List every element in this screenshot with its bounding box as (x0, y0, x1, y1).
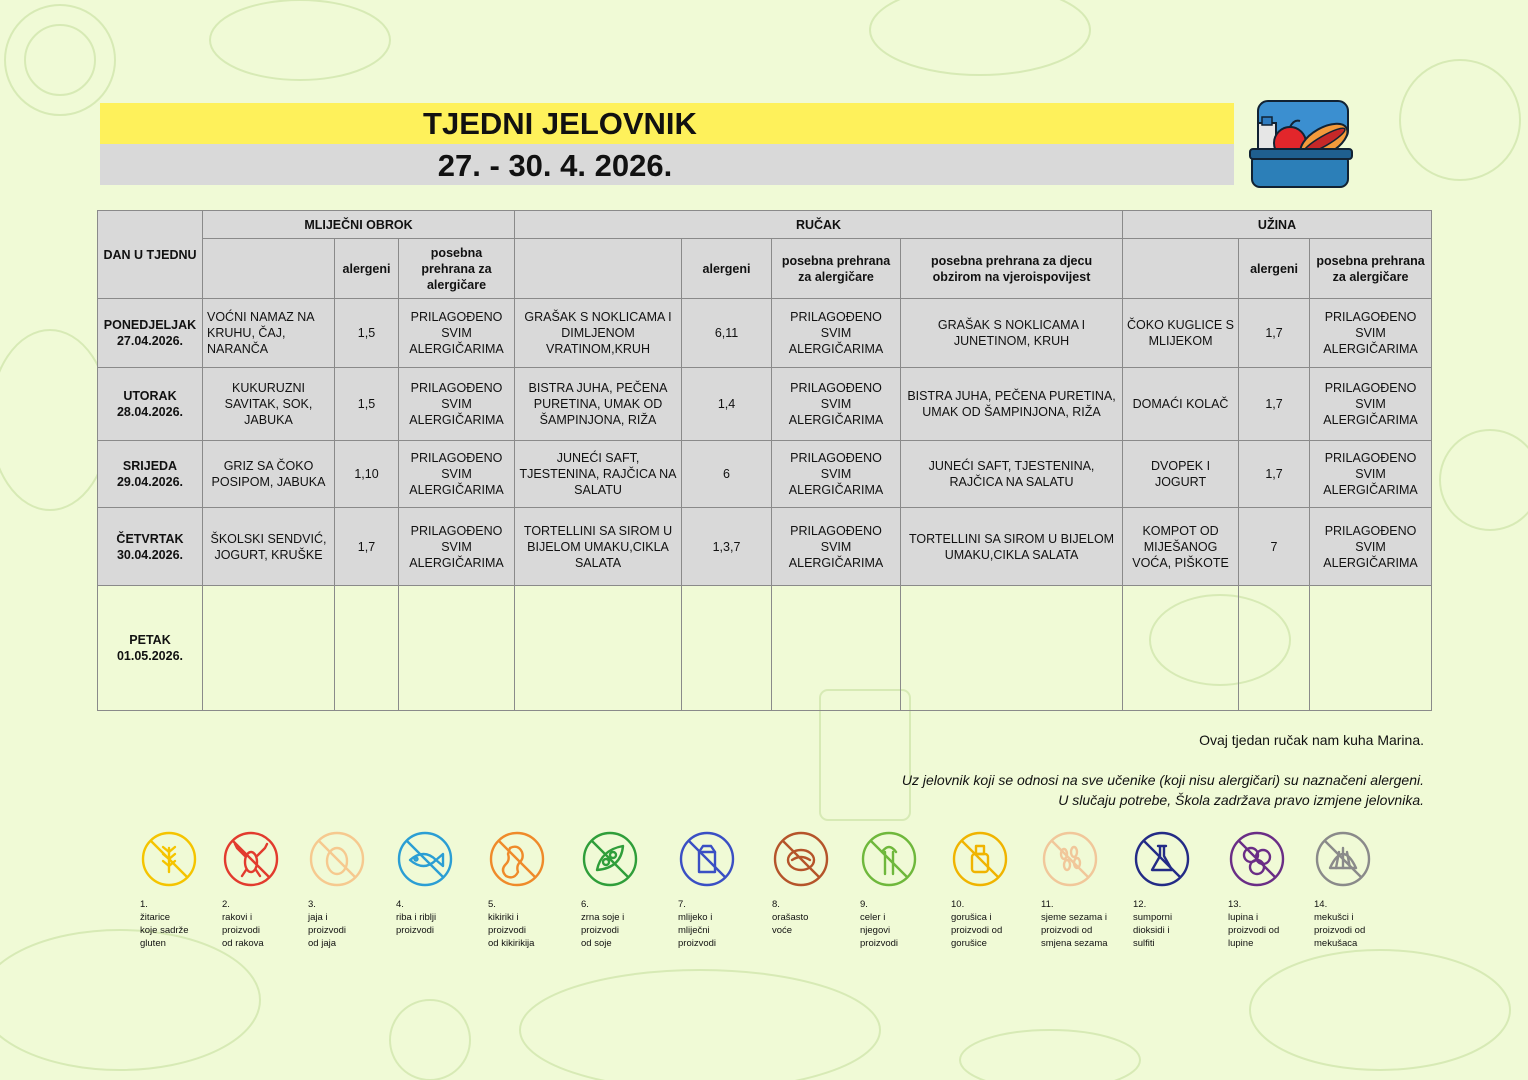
allergen-number: 3. (308, 899, 316, 910)
lunch-special-cell: PRILAGOĐENO SVIM ALERGIČARIMA (772, 368, 901, 441)
allergen-item (951, 830, 1041, 950)
allergen-label: orašasto voće (772, 912, 809, 936)
snack-cell: DVOPEK I JOGURT (1123, 441, 1239, 508)
allergen-number: 5. (488, 899, 496, 910)
allergen-number: 14. (1314, 899, 1328, 910)
milk-meal-header (203, 239, 335, 299)
lunch-allergens-cell: 1,4 (682, 368, 772, 441)
allergen-number: 4. (396, 899, 404, 910)
allergen-number: 9. (860, 899, 868, 910)
allergen-item (140, 830, 230, 950)
lunch-special-header: posebna prehrana za alergičare (772, 239, 901, 299)
allergen-label: celer i njegovi proizvodi (860, 912, 899, 949)
allergen-item (1314, 830, 1404, 950)
lunch-religion-cell: GRAŠAK S NOKLICAMA I JUNETINOM, KRUH (901, 299, 1123, 368)
fish-icon (396, 830, 454, 888)
group-snack: UŽINA (1123, 211, 1432, 239)
snack-cell: KOMPOT OD MIJEŠANOG VOĆA, PIŠKOTE (1123, 508, 1239, 586)
allergen-item (488, 830, 578, 950)
allergen-item (678, 830, 768, 950)
milk-allergens-cell: 1,7 (335, 508, 399, 586)
lunch-religion-cell: TORTELLINI SA SIROM U BIJELOM UMAKU,CIKLA SALATA (901, 508, 1123, 586)
page-title: TJEDNI JELOVNIK (423, 106, 697, 141)
date-range: 27. - 30. 4. 2026. (437, 148, 673, 183)
allergen-item (772, 830, 862, 937)
wheat-icon (140, 830, 198, 888)
allergen-label: gorušica i proizvodi od gorušice (951, 912, 1003, 949)
table-row-empty (98, 586, 1432, 711)
lobster-icon (222, 830, 280, 888)
lunch-special-cell: PRILAGOĐENO SVIM ALERGIČARIMA (772, 441, 901, 508)
snack-special-cell: PRILAGOĐENO SVIM ALERGIČARIMA (1310, 441, 1432, 508)
day-cell: UTORAK 28.04.2026. (98, 368, 203, 441)
day-cell: SRIJEDA 29.04.2026. (98, 441, 203, 508)
snack-allergens-cell: 1,7 (1239, 368, 1310, 441)
snack-special-cell: PRILAGOĐENO SVIM ALERGIČARIMA (1310, 368, 1432, 441)
allergen-label: sjeme sezama i proizvodi od smjena sezama (1041, 912, 1108, 949)
allergen-number: 6. (581, 899, 589, 910)
milk-special-cell: PRILAGOĐENO SVIM ALERGIČARIMA (399, 441, 515, 508)
allergen-item (308, 830, 398, 950)
mustard-icon (951, 830, 1009, 888)
snack-cell: ČOKO KUGLICE S MLIJEKOM (1123, 299, 1239, 368)
peanut-icon (488, 830, 546, 888)
milk-meal-cell: ŠKOLSKI SENDVIĆ, JOGURT, KRUŠKE (203, 508, 335, 586)
milk-meal-cell: GRIZ SA ČOKO POSIPOM, JABUKA (203, 441, 335, 508)
sulfite-icon (1133, 830, 1191, 888)
allergen-label: žitarice koje sadrže gluten (140, 912, 189, 949)
allergen-number: 13. (1228, 899, 1242, 910)
milk-allergens-cell: 1,5 (335, 368, 399, 441)
egg-icon (308, 830, 366, 888)
lunch-cell: BISTRA JUHA, PEČENA PURETINA, UMAK OD ŠAMPINJONA, RIŽA (515, 368, 682, 441)
snack-special-cell: PRILAGOĐENO SVIM ALERGIČARIMA (1310, 508, 1432, 586)
allergen-item (1041, 830, 1131, 950)
lunch-special-cell: PRILAGOĐENO SVIM ALERGIČARIMA (772, 508, 901, 586)
day-cell: PONEDJELJAK 27.04.2026. (98, 299, 203, 368)
milk-special-header: posebna prehrana za alergičare (399, 239, 515, 299)
allergen-item (1133, 830, 1223, 950)
table-row (98, 299, 1432, 368)
milk-special-cell: PRILAGOĐENO SVIM ALERGIČARIMA (399, 508, 515, 586)
milk-icon (678, 830, 736, 888)
lunch-cell: GRAŠAK S NOKLICAMA I DIMLJENOM VRATINOM,KRUH (515, 299, 682, 368)
allergen-item (1228, 830, 1318, 950)
snack-header (1123, 239, 1239, 299)
allergen-item (860, 830, 950, 950)
allergen-label: rakovi i proizvodi od rakova (222, 912, 264, 949)
milk-special-cell: PRILAGOĐENO SVIM ALERGIČARIMA (399, 299, 515, 368)
allergen-label: sumporni dioksidi i sulfiti (1133, 912, 1173, 949)
lunch-religion-header: posebna prehrana za djecu obzirom na vjeroispovijest (901, 239, 1123, 299)
allergen-number: 12. (1133, 899, 1147, 910)
allergen-note: Uz jelovnik koji se odnosi na sve učenike (koji nisu alergičari) su naznačeni alergeni. U slučaju potrebe, Škola zadržava pravo izmjene jelovnika. (901, 772, 1424, 808)
sesame-icon (1041, 830, 1099, 888)
lunch-allergens-cell: 6,11 (682, 299, 772, 368)
snack-special-header: posebna prehrana za alergičare (1310, 239, 1432, 299)
menu-table (97, 210, 1432, 711)
table-row (98, 368, 1432, 441)
milk-allergens-cell: 1,5 (335, 299, 399, 368)
lunch-religion-cell: BISTRA JUHA, PEČENA PURETINA, UMAK OD ŠAMPINJONA, RIŽA (901, 368, 1123, 441)
soy-icon (581, 830, 639, 888)
allergen-label: kikiriki i proizvodi od kikirikija (488, 912, 535, 949)
milk-special-cell: PRILAGOĐENO SVIM ALERGIČARIMA (399, 368, 515, 441)
lunchbox-icon (1244, 97, 1358, 191)
day-header: DAN U TJEDNU (98, 211, 203, 299)
allergen-number: 10. (951, 899, 965, 910)
allergen-label: riba i riblji proizvodi (396, 912, 437, 936)
allergen-item (396, 830, 486, 937)
allergen-number: 2. (222, 899, 230, 910)
title-band (100, 103, 1234, 144)
milk-allergens-cell: 1,10 (335, 441, 399, 508)
allergen-item (581, 830, 671, 950)
date-band (100, 144, 1234, 185)
lunch-header (515, 239, 682, 299)
allergen-number: 7. (678, 899, 686, 910)
milk-meal-cell: VOĆNI NAMAZ NA KRUHU, ČAJ, NARANČA (203, 299, 335, 368)
lunch-allergens-cell: 1,3,7 (682, 508, 772, 586)
allergen-number: 1. (140, 899, 148, 910)
lunch-special-cell: PRILAGOĐENO SVIM ALERGIČARIMA (772, 299, 901, 368)
allergen-label: mekušci i proizvodi od mekušaca (1314, 912, 1366, 949)
allergen-number: 11. (1041, 899, 1054, 910)
allergen-label: zrna soje i proizvodi od soje (581, 912, 625, 949)
snack-cell: DOMAĆI KOLAČ (1123, 368, 1239, 441)
day-cell: PETAK 01.05.2026. (98, 586, 203, 711)
group-milk-meal: MLIJEČNI OBROK (203, 211, 515, 239)
table-row (98, 508, 1432, 586)
allergen-number: 8. (772, 899, 780, 910)
cook-note: Ovaj tjedan ručak nam kuha Marina. (1199, 732, 1424, 748)
lupin-icon (1228, 830, 1286, 888)
snack-allergens-cell: 7 (1239, 508, 1310, 586)
nut-icon (772, 830, 830, 888)
milk-meal-cell: KUKURUZNI SAVITAK, SOK, JABUKA (203, 368, 335, 441)
mollusc-icon (1314, 830, 1372, 888)
lunch-allergens-header: alergeni (682, 239, 772, 299)
snack-special-cell: PRILAGOĐENO SVIM ALERGIČARIMA (1310, 299, 1432, 368)
celery-icon (860, 830, 918, 888)
allergen-label: jaja i proizvodi od jaja (308, 912, 347, 949)
snack-allergens-cell: 1,7 (1239, 441, 1310, 508)
lunch-cell: JUNEĆI SAFT, TJESTENINA, RAJČICA NA SALATU (515, 441, 682, 508)
snack-allergens-header: alergeni (1239, 239, 1310, 299)
lunch-cell: TORTELLINI SA SIROM U BIJELOM UMAKU,CIKLA SALATA (515, 508, 682, 586)
table-row (98, 441, 1432, 508)
allergen-legend (0, 830, 1528, 960)
milk-allergens-header: alergeni (335, 239, 399, 299)
allergen-item (222, 830, 312, 950)
lunch-religion-cell: JUNEĆI SAFT, TJESTENINA, RAJČICA NA SALATU (901, 441, 1123, 508)
group-lunch: RUČAK (515, 211, 1123, 239)
day-cell: ČETVRTAK 30.04.2026. (98, 508, 203, 586)
allergen-label: lupina i proizvodi od lupine (1228, 912, 1280, 949)
snack-allergens-cell: 1,7 (1239, 299, 1310, 368)
allergen-label: mlijeko i mliječni proizvodi (678, 912, 717, 949)
lunch-allergens-cell: 6 (682, 441, 772, 508)
